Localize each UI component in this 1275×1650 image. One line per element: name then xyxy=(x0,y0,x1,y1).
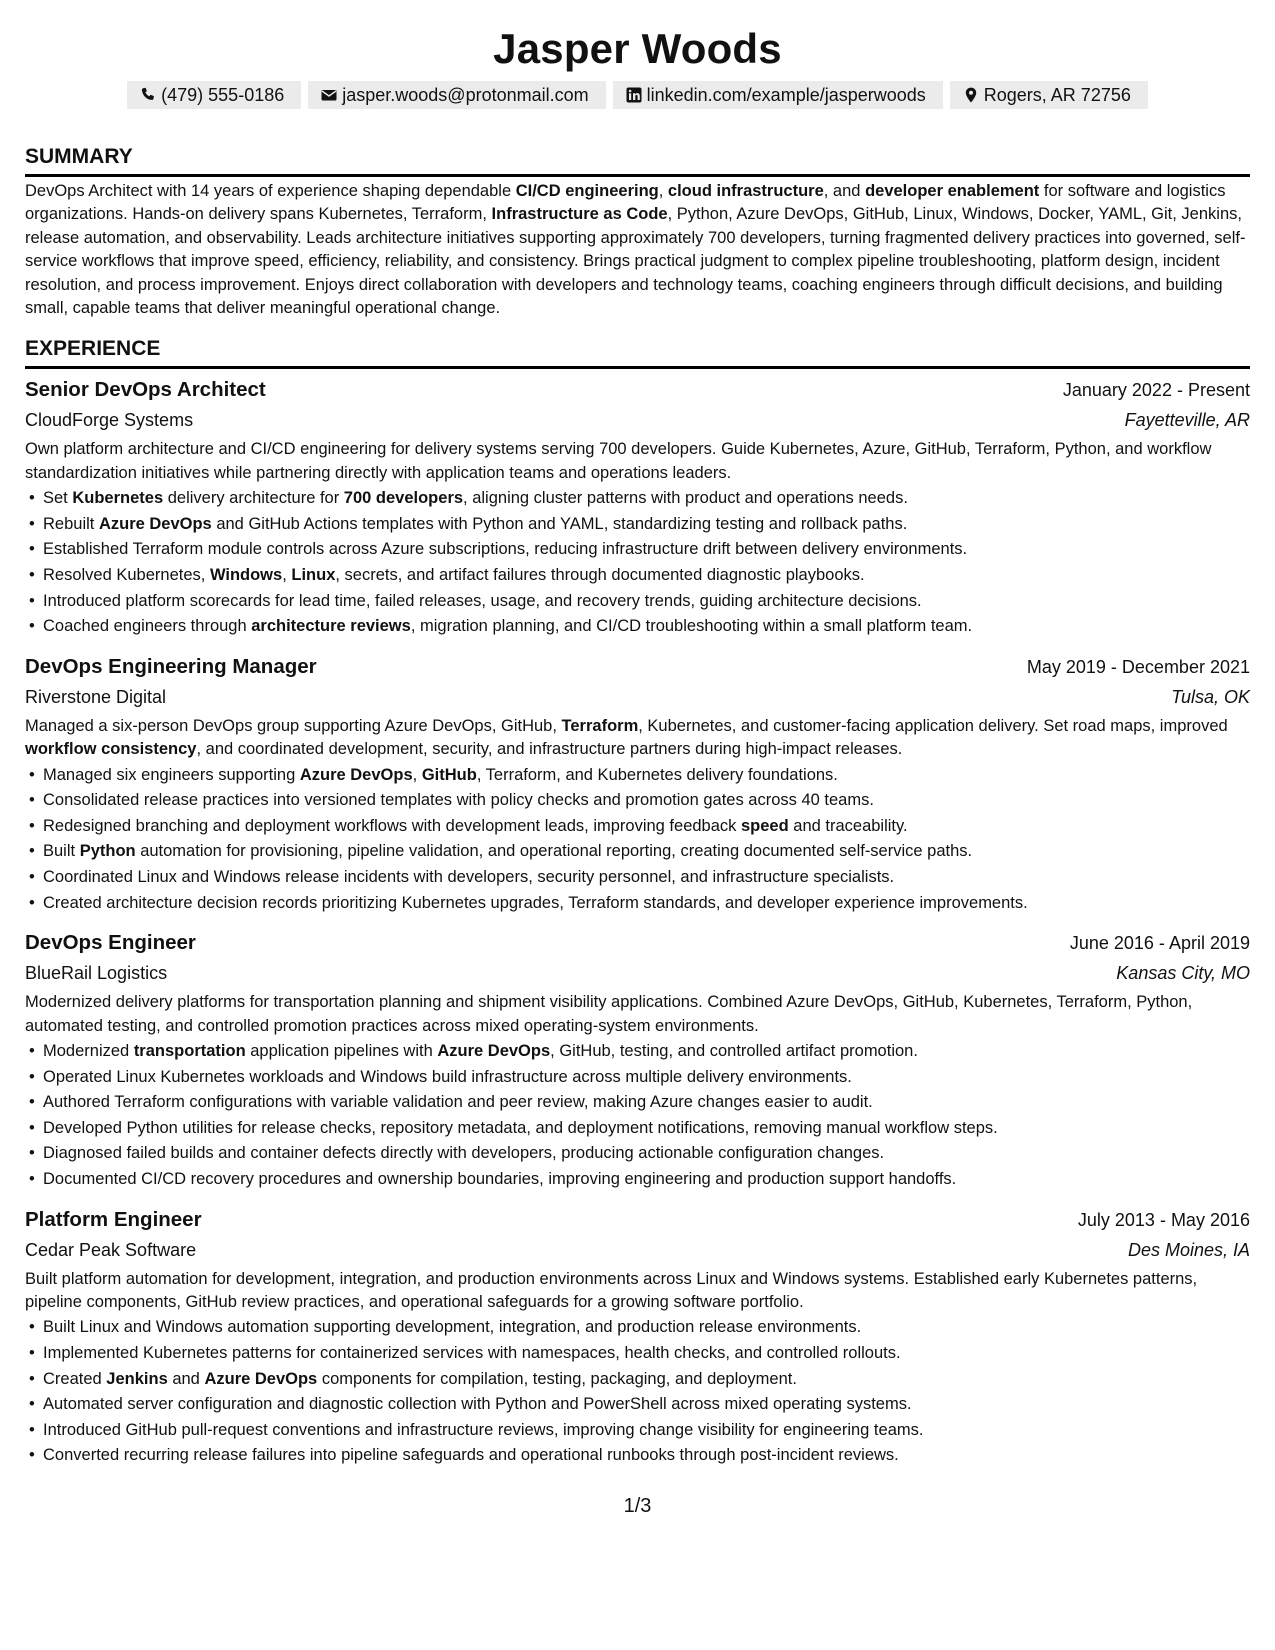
job-bullets xyxy=(25,486,1250,640)
bullet-item xyxy=(25,891,1250,917)
section-title-experience: EXPERIENCE xyxy=(25,336,1250,369)
summary-text xyxy=(25,180,1250,320)
phone-icon xyxy=(140,87,156,103)
bold-text: transportation xyxy=(133,1042,246,1060)
text-run: Set xyxy=(43,489,73,508)
bullet-dot-icon: • xyxy=(29,1446,35,1465)
text-run: Built platform automation for development, integration, and production environments across Linux and Windows systems. Established early Kubernetes patterns, pipeline components, GitHub review practices, and operational safeguards for a growing software portfolio. xyxy=(25,1269,1198,1311)
text-run: and GitHub Actions templates with Python and YAML, standardizing testing and rollback paths. xyxy=(211,514,908,533)
bullet-dot-icon: • xyxy=(29,1144,35,1163)
company-name: Riverstone Digital xyxy=(25,686,167,707)
bold-text: Terraform xyxy=(561,716,639,735)
bullet-dot-icon: • xyxy=(29,540,35,559)
text-run: Introduced platform scorecards for lead time, failed releases, usage, and recovery trends, guiding architecture decisions. xyxy=(43,591,922,610)
bold-text: Kubernetes xyxy=(72,489,164,508)
bullet-item xyxy=(25,1315,1250,1341)
text-run: , secrets, and artifact failures through documented diagnostic playbooks. xyxy=(335,566,865,585)
bullet-dot-icon: • xyxy=(29,1169,35,1188)
bullet-dot-icon: • xyxy=(29,1369,35,1388)
text-run: automation for provisioning, pipeline validation, and operational reporting, creating documented self-service paths. xyxy=(135,842,973,861)
bold-text: CI/CD engineering xyxy=(515,182,659,200)
contact-location xyxy=(950,81,1148,109)
bullet-item xyxy=(25,865,1250,891)
job-location: Des Moines, IA xyxy=(1127,1239,1250,1260)
job-description xyxy=(25,1268,1250,1315)
bullet-item xyxy=(25,1039,1250,1065)
job-header xyxy=(25,652,1250,682)
job-title: Senior DevOps Architect xyxy=(25,378,266,402)
bullet-item xyxy=(25,1341,1250,1367)
bullet-dot-icon: • xyxy=(29,791,35,810)
company-name: Cedar Peak Software xyxy=(25,1239,197,1260)
text-run: Modernized delivery platforms for transportation planning and shipment visibility applications. Combined Azure DevOps, GitHub, Kubernetes, Terraform, Python, automated testing, and controlled promotion practices across mixed operating-system environments. xyxy=(25,993,1193,1035)
text-run: Created xyxy=(43,1369,107,1388)
job-entry xyxy=(25,928,1250,1192)
bold-text: Azure DevOps xyxy=(437,1042,551,1060)
text-run: , xyxy=(412,765,422,784)
bold-text: developer enablement xyxy=(865,182,1040,200)
bullet-dot-icon: • xyxy=(29,893,35,912)
bullet-item xyxy=(25,537,1250,563)
location-text: Rogers, AR 72756 xyxy=(983,85,1131,105)
bold-text: Azure DevOps xyxy=(98,514,212,533)
bullet-dot-icon: • xyxy=(29,489,35,508)
bullet-dot-icon: • xyxy=(29,1042,35,1060)
linkedin-icon xyxy=(626,87,642,103)
job-subheader xyxy=(25,958,1250,988)
bullet-item xyxy=(25,1167,1250,1193)
bullet-dot-icon: • xyxy=(29,617,35,636)
bullet-item xyxy=(25,1367,1250,1393)
bold-text: Infrastructure as Code xyxy=(491,205,668,224)
bullet-dot-icon: • xyxy=(29,765,35,784)
bullet-dot-icon: • xyxy=(29,1118,35,1137)
job-title: DevOps Engineering Manager xyxy=(25,654,317,678)
job-header xyxy=(25,928,1250,958)
section-title-summary: SUMMARY xyxy=(25,144,1250,177)
bold-text: architecture reviews xyxy=(251,617,411,636)
job-bullets xyxy=(25,1315,1250,1469)
bullet-item xyxy=(25,814,1250,840)
text-run: Coached engineers through xyxy=(43,617,252,636)
contact-linkedin[interactable] xyxy=(613,81,943,109)
text-run: Resolved Kubernetes, xyxy=(43,566,210,585)
text-run: Created architecture decision records prioritizing Kubernetes upgrades, Terraform standards, and developer experience improvements. xyxy=(43,893,1028,912)
bullet-item xyxy=(25,512,1250,538)
bullet-item xyxy=(25,763,1250,789)
job-location: Tulsa, OK xyxy=(1171,686,1250,707)
job-location: Fayetteville, AR xyxy=(1124,410,1250,431)
text-run: Established Terraform module controls across Azure subscriptions, reducing infrastructure drift between delivery environments. xyxy=(43,540,968,559)
text-run: delivery architecture for xyxy=(163,489,344,508)
company-name: CloudForge Systems xyxy=(25,410,194,431)
bullet-dot-icon: • xyxy=(29,1093,35,1112)
bullet-item xyxy=(25,1116,1250,1142)
job-subheader xyxy=(25,1235,1250,1265)
bullet-dot-icon: • xyxy=(29,1318,35,1337)
text-run: , Kubernetes, and customer-facing application delivery. Set road maps, improved xyxy=(638,716,1228,735)
job-description xyxy=(25,438,1250,485)
resume-page xyxy=(25,0,1250,1469)
job-title: DevOps Engineer xyxy=(25,931,196,955)
job-bullets xyxy=(25,763,1250,917)
job-entry xyxy=(25,1205,1250,1469)
text-run: Managed a six-person DevOps group supporting Azure DevOps, GitHub, xyxy=(25,716,562,735)
job-dates: May 2019 - December 2021 xyxy=(1026,656,1250,677)
job-title: Platform Engineer xyxy=(25,1207,202,1231)
bullet-dot-icon: • xyxy=(29,1420,35,1439)
bullet-item xyxy=(25,788,1250,814)
text-run: Authored Terraform configurations with variable validation and peer review, making Azure changes easier to audit. xyxy=(43,1093,873,1112)
text-run: Consolidated release practices into versioned templates with policy checks and promotion gates across 40 teams. xyxy=(43,791,874,810)
job-description xyxy=(25,715,1250,762)
text-run: Rebuilt xyxy=(43,514,99,533)
text-run: , Terraform, and Kubernetes delivery foundations. xyxy=(476,765,838,784)
bullet-dot-icon: • xyxy=(29,816,35,835)
job-dates: January 2022 - Present xyxy=(1062,380,1250,401)
job-dates: June 2016 - April 2019 xyxy=(1069,933,1250,954)
text-run: application pipelines with xyxy=(245,1042,438,1060)
job-location: Kansas City, MO xyxy=(1116,963,1250,984)
candidate-name: Jasper Woods xyxy=(493,25,782,72)
bullet-item xyxy=(25,563,1250,589)
phone-text: (479) 555-0186 xyxy=(161,85,285,105)
text-run: , and coordinated development, security, and infrastructure partners during high-impact releases. xyxy=(196,740,903,759)
bullet-dot-icon: • xyxy=(29,1395,35,1414)
text-run: components for compilation, testing, packaging, and deployment. xyxy=(317,1369,797,1388)
job-dates: July 2013 - May 2016 xyxy=(1077,1209,1250,1230)
bullet-item xyxy=(25,589,1250,615)
text-run: Managed six engineers supporting xyxy=(43,765,300,784)
bold-text: 700 developers xyxy=(343,489,464,508)
map-pin-icon xyxy=(963,87,979,103)
contact-bar xyxy=(25,81,1250,109)
bullet-item xyxy=(25,839,1250,865)
bullet-dot-icon: • xyxy=(29,1067,35,1086)
bullet-item xyxy=(25,486,1250,512)
job-subheader xyxy=(25,682,1250,712)
bullet-dot-icon: • xyxy=(29,591,35,610)
text-run: Coordinated Linux and Windows release incidents with developers, security personnel, and infrastructure specialists. xyxy=(43,868,895,886)
contact-email[interactable] xyxy=(308,81,605,109)
job-list xyxy=(25,375,1250,1469)
text-run: and xyxy=(167,1369,205,1388)
bullet-item xyxy=(25,1065,1250,1091)
bullet-item xyxy=(25,1418,1250,1444)
text-run: , aligning cluster patterns with product and operations needs. xyxy=(463,489,908,508)
text-run: , xyxy=(658,182,668,200)
bullet-item xyxy=(25,1090,1250,1116)
text-run: Modernized xyxy=(43,1042,134,1060)
page-number: 1/3 xyxy=(623,1495,652,1517)
envelope-icon xyxy=(321,87,337,103)
bold-text: Windows xyxy=(209,566,283,585)
job-entry xyxy=(25,652,1250,916)
bold-text: Azure DevOps xyxy=(299,765,413,784)
text-run: Built Linux and Windows automation supporting development, integration, and production release environments. xyxy=(43,1318,862,1337)
experience-section xyxy=(25,336,1250,1469)
email-text: jasper.woods@protonmail.com xyxy=(342,85,589,105)
linkedin-text: linkedin.com/example/jasperwoods xyxy=(646,85,926,105)
bullet-dot-icon: • xyxy=(29,566,35,585)
job-bullets xyxy=(25,1039,1250,1193)
bullet-item xyxy=(25,1392,1250,1418)
text-run: , migration planning, and CI/CD troubleshooting within a small platform team. xyxy=(410,617,973,636)
text-run: Automated server configuration and diagnostic collection with Python and PowerShell across mixed operating systems. xyxy=(43,1395,912,1414)
text-run: Own platform architecture and CI/CD engineering for delivery systems serving 700 developers. Guide Kubernetes, Azure, GitHub, Terraform, Python, and workflow standardization initiatives while partnering directly with application teams and operations leaders. xyxy=(25,440,1212,482)
text-run: Built xyxy=(43,842,80,861)
bullet-dot-icon: • xyxy=(29,514,35,533)
job-subheader xyxy=(25,405,1250,435)
bullet-dot-icon: • xyxy=(29,868,35,886)
text-run: Diagnosed failed builds and container defects directly with developers, producing actionable configuration changes. xyxy=(43,1144,885,1163)
bullet-item xyxy=(25,1443,1250,1469)
company-name: BlueRail Logistics xyxy=(25,963,168,984)
contact-phone[interactable] xyxy=(127,81,301,109)
bold-text: GitHub xyxy=(421,765,477,784)
text-run: , Python, Azure DevOps, GitHub, Linux, Windows, Docker, YAML, Git, Jenkins, release automation, and observability. Leads architecture initiatives supporting approximately 700 developers, turning fragmented delivery practices into governed, self-service workflows that improve speed, efficiency, reliability, and consistency. Brings practical judgment to complex pipeline troubleshooting, platform design, incident resolution, and process improvement. Enjoys direct collaboration with developers and technology teams, coaching engineers through difficult decisions, and building small, capable teams that deliver meaningful operational change. xyxy=(25,205,1246,318)
text-run: Documented CI/CD recovery procedures and ownership boundaries, improving engineering and production support handoffs. xyxy=(43,1169,957,1188)
bullet-item xyxy=(25,1141,1250,1167)
text-run: Developed Python utilities for release checks, repository metadata, and deployment notifications, removing manual workflow steps. xyxy=(43,1118,998,1137)
job-description xyxy=(25,991,1250,1038)
bullet-dot-icon: • xyxy=(29,1343,35,1362)
text-run: Introduced GitHub pull-request conventions and infrastructure reviews, improving change visibility for engineering teams. xyxy=(43,1420,924,1439)
bold-text: Python xyxy=(79,842,136,861)
bold-text: Jenkins xyxy=(106,1369,168,1388)
text-run: , and xyxy=(823,182,866,200)
text-run: and traceability. xyxy=(788,816,908,835)
job-entry xyxy=(25,375,1250,639)
text-run: Operated Linux Kubernetes workloads and Windows build infrastructure across multiple delivery environments. xyxy=(43,1067,852,1086)
job-header xyxy=(25,375,1250,405)
text-run: , GitHub, testing, and controlled artifact promotion. xyxy=(550,1042,918,1060)
job-header xyxy=(25,1205,1250,1235)
bold-text: speed xyxy=(741,816,789,835)
bullet-item xyxy=(25,614,1250,640)
text-run: DevOps Architect with 14 years of experience shaping dependable xyxy=(25,182,516,200)
bullet-dot-icon: • xyxy=(29,842,35,861)
bold-text: cloud infrastructure xyxy=(667,182,824,200)
text-run: , xyxy=(282,566,292,585)
text-run: Implemented Kubernetes patterns for containerized services with namespaces, health checks, and controlled rollouts. xyxy=(43,1343,901,1362)
summary-section xyxy=(25,144,1250,320)
bold-text: workflow consistency xyxy=(25,740,197,759)
bold-text: Azure DevOps xyxy=(204,1369,318,1388)
bold-text: Linux xyxy=(291,566,336,585)
text-run: Converted recurring release failures into pipeline safeguards and operational runbooks through post-incident reviews. xyxy=(43,1446,899,1465)
text-run: Redesigned branching and deployment workflows with development leads, improving feedback xyxy=(43,816,741,835)
text-run: for software and logistics organizations. Hands-on delivery spans Kubernetes, Terraform, xyxy=(25,182,1226,224)
